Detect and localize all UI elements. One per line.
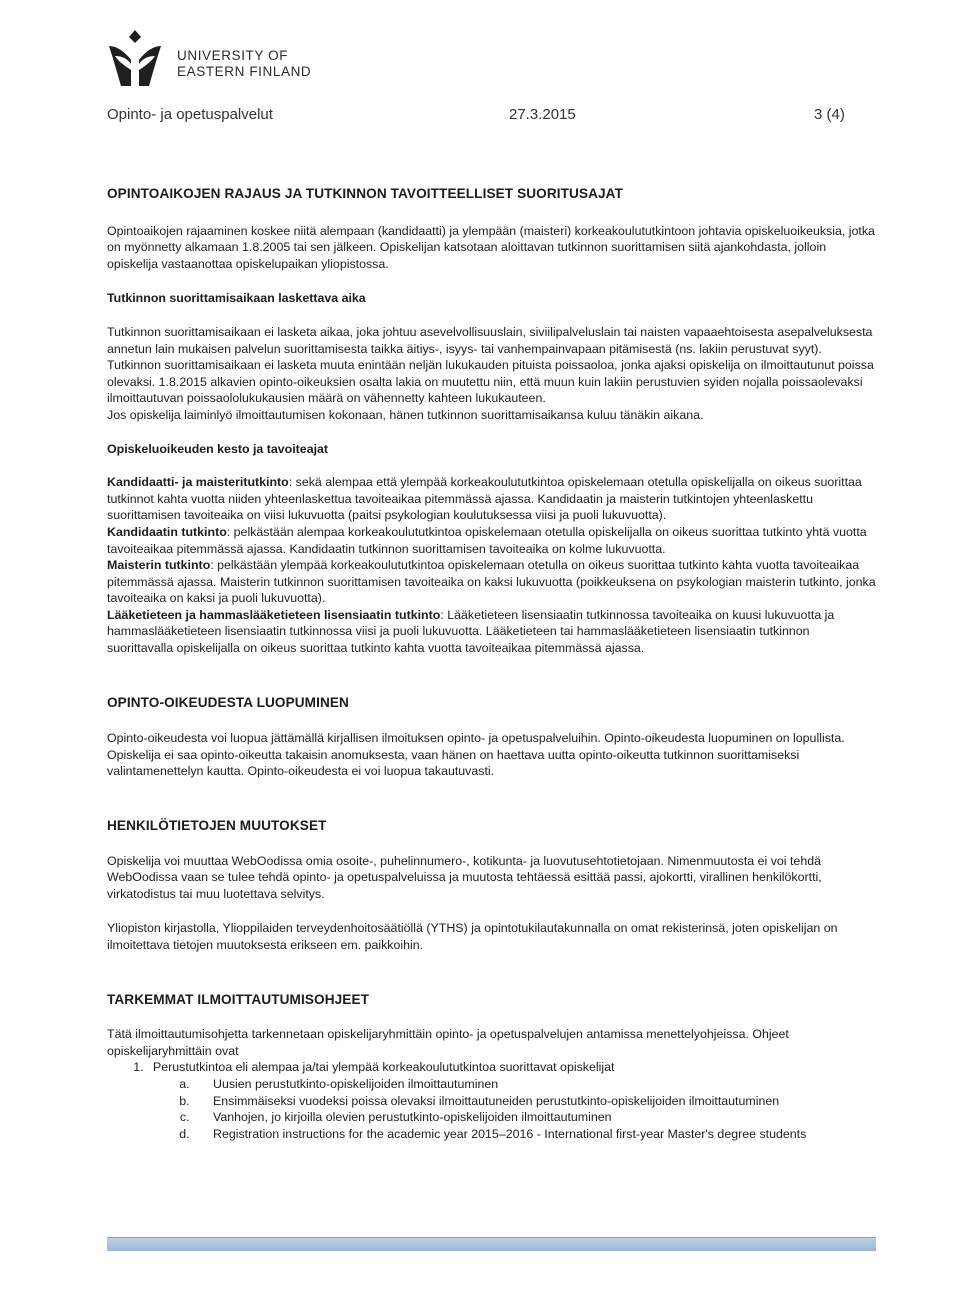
counted-time-paragraph: Tutkinnon suorittamisaikaan ei lasketa aikaa, joka johtuu asevelvollisuuslain, siviilipalveluslain tai naisten vapaaehtoisesta asepalveluksesta annetun lain mukaisen palvelun suorittamisesta taikka äitiys-, isyys- tai vanhempainvapaan pitämisestä (ns. lakiin perustuvat syyt). Tutkinnon suorittamisaikaan ei lasketa muuta enintään neljän lukukauden pituista poissaoloa, jonka ajaksi opiskelija on ilmoittautunut poissa olevaksi. 1.8.2015 alkavien opinto-oikeuksien osalta lakia on muutettu niin, että muun kuin lakiin perustuvien syiden nojalla poissaolevaksi ilmoittautuvan poissaololukukausien määrä on vähennetty kahteen lukukauteen. [107, 324, 874, 406]
section-title-resignation: OPINTO-OIKEUDESTA LUOPUMINEN [107, 694, 349, 710]
footer-bar [107, 1237, 876, 1251]
section-title-study-time-limits: OPINTOAIKOJEN RAJAUS JA TUTKINNON TAVOITTEELLISET SUORITUSAJAT [107, 186, 623, 201]
resignation-paragraph: Opinto-oikeudesta voi luopua jättämällä kirjallisen ilmoituksen opinto- ja opetuspalveluihin. Opinto-oikeudesta luopuminen on lopullista. Opiskelija ei saa opinto-oikeutta takaisin anomuksesta, vaan hänen on haettava uutta opinto-oikeutta tutkinnon suorittamiseksi valintamenettelyn kautta. Opinto-oikeudesta ei voi luopua takautuvasti. [107, 731, 845, 779]
duration-item-text: : Lääketieteen lisensiaatin tutkinnossa tavoiteaika on kuusi lukuvuotta ja hammaslääketieteen lisensiaatin tutkinnossa viisi ja puoli lukuvuotta. Lääketieteen tai hammaslääketieteen lisensiaatin tutkinnon suorittavalla opiskelijalla on oikeus suorittaa tutkinto kahta vuotta tavoiteaikaa pitemmässä ajassa. [107, 607, 835, 656]
duration-item-text: : sekä alempaa että ylempää korkeakoulututkintoa opiskelemaan otetulla opiskelijalla on oikeus suorittaa tutkinnot kahta vuotta niiden yhteenlaskettua tavoiteaikaa pitemmässä ajassa. Kandidaatin ja maisterin tutkintojen yhteenlaskettu suorittamisen tavoiteaika on viisi lukuvuotta (paitsi psykologian koulutuksessa viisi ja puoli lukuvuotta). [107, 475, 862, 523]
section-title-registration-instructions: TARKEMMAT ILMOITTAUTUMISOHJEET [107, 991, 370, 1007]
sublist-item: a. Uusien perustutkinto-opiskelijoiden ilmoittautuminen [193, 1076, 877, 1093]
document-content [107, 186, 877, 1142]
duration-item-text: : pelkästään ylempää korkeakoulututkintoa opiskelemaan otetulla on oikeus suorittaa tutkinto kahta vuotta tavoiteaikaa pitemmässä ajassa. Maisterin tutkinnon suorittamisen tavoiteaika on kaksi lukuvuotta (poikkeuksena on psykologian maisterin tutkinto, jonka tavoiteaika on kaksi ja puoli lukuvuotta). [107, 558, 876, 606]
duration-item-label: Kandidaatti- ja maisteritutkinto [107, 475, 289, 490]
personal-data-paragraph: Opiskelija voi muuttaa WebOodissa omia osoite-, puhelinnumero-, kotikunta- ja luovutusehtotietojaan. Nimenmuutosta ei voi tehdä WebOodissa vaan se tulee tehdä opinto- ja opetuspalveluissa ja muutosta tehtäessä esittää passi, ajokortti, virallinen henkilökortti, virkatodistus tai muu luotettava selvitys. [107, 853, 822, 901]
duration-item-label: Kandidaatin tutkinto [107, 524, 227, 539]
duration-item-medicine [107, 607, 877, 657]
registration-sublist [153, 1076, 877, 1142]
registration-instructions-intro: Tätä ilmoittautumisohjetta tarkennetaan opiskelijaryhmittäin opinto- ja opetuspalvelujen antamissa menettelyohjeissa. Ohjeet opiskelijaryhmittäin ovat [107, 1027, 789, 1058]
registers-paragraph: Yliopiston kirjastolla, Ylioppilaiden terveydenhoitosäätiöllä (YTHS) ja opintotukilautakunnalla on omat rekisterinsä, joten opiskelijan on ilmoitettava tietojen muutoksesta erikseen em. paikkoihin. [107, 921, 838, 952]
university-name-line1: UNIVERSITY OF [177, 48, 289, 63]
counted-time-neglect-paragraph: Jos opiskelija laiminlyö ilmoittautumisen kokonaan, hänen tutkinnon suorittamisaikansa kuluu tänäkin aikana. [107, 407, 704, 422]
university-name [177, 48, 311, 80]
sublist-item: c. Vanhojen, jo kirjoilla olevien perustutkinto-opiskelijoiden ilmoittautuminen [193, 1109, 877, 1126]
sublist-item: b. Ensimmäiseksi vuodeksi poissa olevaksi ilmoittautuneiden perustutkinto-opiskelijoiden ilmoittautuminen [193, 1093, 877, 1110]
header-department: Opinto- ja opetuspalvelut [107, 106, 273, 123]
list-item [147, 1059, 877, 1142]
duration-item-label: Maisterin tutkinto [107, 558, 211, 573]
header-date: 27.3.2015 [509, 106, 576, 123]
list-item-text: Perustutkintoa eli alempaa ja/tai ylempää korkeakoulututkintoa suorittavat opiskelijat [153, 1060, 615, 1075]
subsection-title-duration-targets: Opiskeluoikeuden kesto ja tavoiteajat [107, 441, 329, 456]
registration-groups-list [107, 1059, 877, 1142]
university-name-line2: EASTERN FINLAND [177, 64, 312, 79]
sublist-item: d. Registration instructions for the academic year 2015–2016 - International first-year Master's degree students [193, 1126, 877, 1143]
duration-item-bachelor [107, 524, 877, 557]
duration-item-label: Lääketieteen ja hammaslääketieteen lisensiaatin tutkinto [107, 607, 441, 622]
duration-item-text: : pelkästään alempaa korkeakoulututkintoa opiskelemaan otetulla opiskelijalla on oikeus suorittaa tutkinto yhtä vuotta tavoiteaikaa pitemmässä ajassa. Kandidaatin tutkinnon suorittamisen tavoiteaika on kolme lukuvuotta. [107, 524, 867, 556]
duration-item-bachelor-master [107, 474, 877, 524]
section-title-personal-data-changes: HENKILÖTIETOJEN MUUTOKSET [107, 818, 327, 834]
university-logo-icon [107, 28, 163, 88]
header-page-number: 3 (4) [814, 106, 845, 123]
subsection-title-counted-time: Tutkinnon suorittamisaikaan laskettava aika [107, 291, 366, 306]
duration-item-master [107, 557, 877, 607]
study-time-intro: Opintoaikojen rajaaminen koskee niitä alempaan (kandidaatti) ja ylempään (maisteri) korkeakoulututkintoon johtavia opiskeluoikeuksia, jotka on myönnetty alkamaan 1.8.2005 tai sen jälkeen. Opiskelijan katsotaan aloittavan tutkinnon suorittamisen siitä ajankohdasta, jolloin opiskelija vastaanottaa opiskelupaikan yliopistossa. [107, 223, 875, 271]
